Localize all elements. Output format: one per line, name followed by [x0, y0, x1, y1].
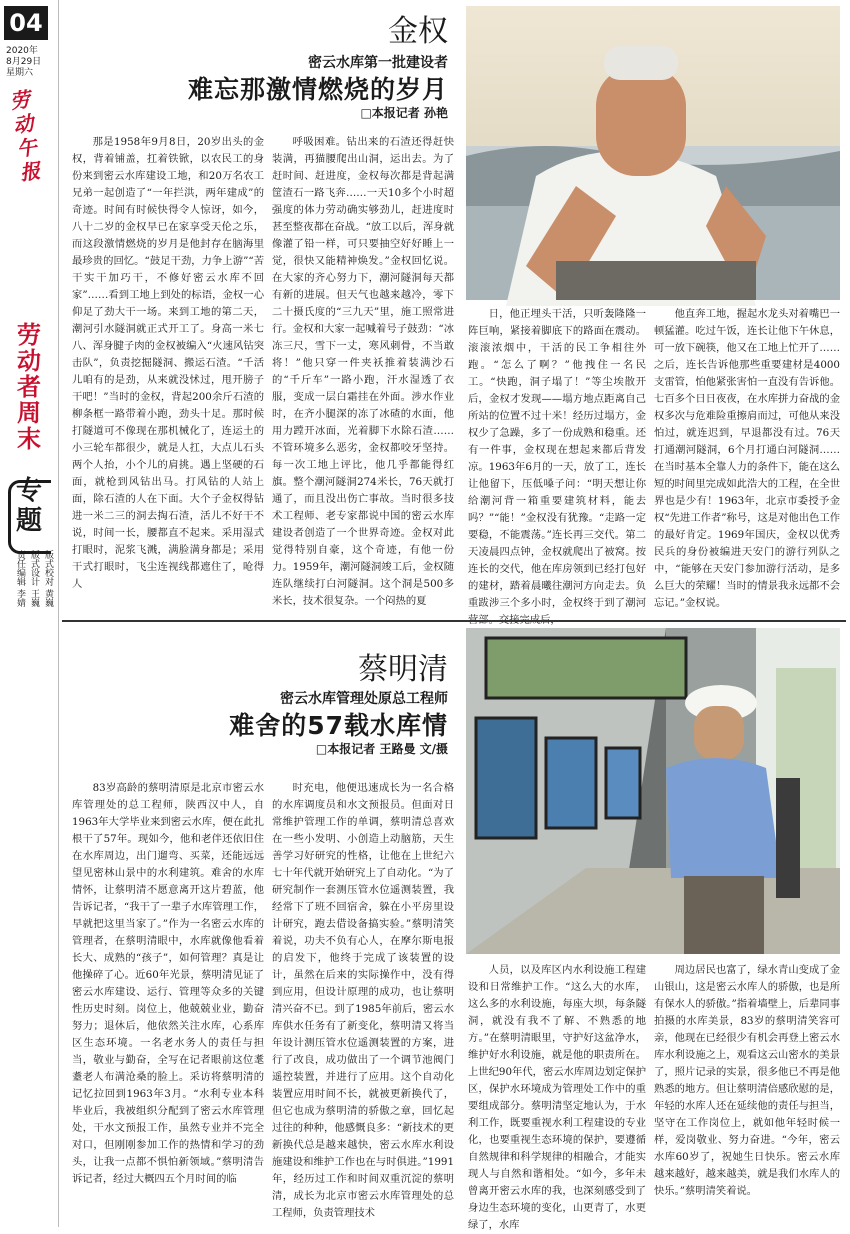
article2-column-1: 83岁高龄的蔡明清原是北京市密云水库管理处的总工程师，陕西汉中人，自1963年大学毕业来到密云水库，便在此扎根干了57年。现如今，他和老伴还依旧住在水库周边，出门遛弯、买菜，还能远远望见密林山景中的水利建筑。难舍的水库情怀，让蔡明清不愿意离开这片碧蓝，他告诉记者，“我干了一辈子水库管理工作，早就把这里当家了。”作为一名密云水库的管理者，在蔡明清眼中，水库就像他看着长大、成熟的“孩子”，如何管理？真是让他操碎了心。近60年光景，蔡明清见证了密云水库建设、运行、管理等众多的关键性历史时刻。岗位上，他兢兢业业，勤奋努力；退休后，他依然关注水库，心系库区生态环境。一名老水务人的责任与担当，敬业与勤奋，全写在记者眼前这位耄耋老人布满沧桑的脸上。采访将蔡明清的记忆拉回到1963年3月。“水利专业本科毕业后，我被组织分配到了密云水库管理处，干水文预报工作，虽然专业并不完全对口，但刚刚参加工作的热情和学习的劲头，让我一点都不惧怕新领域。”蔡明清告诉记者，经过大概四五个月时间的临 [72, 782, 264, 1185]
article2-headline: 难舍的57载水库情 [229, 711, 448, 740]
article1-headline: 难忘那激情燃烧的岁月 [187, 75, 448, 104]
article1-column-2: 呼吸困难。钻出来的石渣还得赶快装满，再猫腰爬出山洞，运出去。为了赶时间、赶进度，金权每次都是背起满筐渣石一路飞奔……一天10多个小时超强度的体力劳动确实够劲儿，赶进度时甚至整夜都在奋战。“放工以后，浑身就像灌了铅一样，可只要抽空好好睡上一觉，很快又能精神焕发。”金权回忆说。在大家的齐心努力下，潮河隧洞每天都有新的进展。但天气也越来越冷，零下二十摄氏度的“三九天”里，施工照常进行。金权和大家一起喊着号子鼓劲：“冰冻三尺，雪下一丈，寒风刺骨，不当敢将！”他只穿一件夹袄推着装满沙石的“千斤车”一路小跑，汗水湿透了衣服，变成一层白霜挂在外面。涉水作业时，在齐小腿深的冻了冰碴的水面，他用力蹚开冰面，光着脚下水除石渣……不管环境多么恶劣，金权都咬牙坚持。每一次工地上评比，他几乎都能得红旗。整个潮河隧洞274米长，76天就打通了，而且没出伤亡事故。当时很多技术工程师、老专家都说中国的密云水库建设者创造了一个世界奇迹。金权对此觉得特别自豪，这个奇迹，有他一份力。1959年，潮河隧洞竣工后，金权随连队继续打白河隧洞。这个洞是500多米长，技术很复杂。一个闷热的夏 [272, 136, 454, 607]
article2-name: 蔡明清 [358, 652, 448, 687]
article2-byline: □本报记者 王路曼 文/摄 [315, 742, 448, 756]
article1-column-1: 那是1958年9月8日，20岁出头的金权，背着铺盖，扛着铁锨，以农民工的身份来到密云水库建设工地，和20万名农工兄弟一起创造了“一年拦洪，两年建成”的奇迹。时间有时候快得令人惊讶，如今，八十二岁的金权早已在家享受天伦之乐，而这段激情燃烧的岁月是他封存在脑海里最珍贵的回忆。“鼓足干劲，力争上游”“苦干实干加巧干，不修好密云水库不回家”……看到工地上到处的标语，金权一心仰足了劲大干一场。来到工地的第二天，潮河引水隧洞就正式开工了。身高一米七八、浑身腱子肉的金权被编入“火速风钻突击队”，负责挖掘隧洞、搬运石渣。“千活儿咱有的是劲，从来就没怵过，甩开膀子干吧！”当时的金权，背起200余斤石渣的柳条框一路带着小跑，劲头十足。那时候打隧道可不像现在那机械化了，连运土的小三轮车都很少，就是人扛，大点儿石头两个人抬，小个儿的肩挑。遇上坚硬的石面，就枪到风钻出马。打风钻的人站上面，除石渣的人在下面。大个子金权得钻进一米二三的洞去掏石渣，活儿不好干不说，时间一长，腰都直不起来。采用湿式打眼时，泥浆飞溅，满脸满身都是；采用干式打眼时，飞尘连视线都遮住了，呛得人 [72, 136, 264, 590]
credit-design: 版式设计 王巍 [29, 550, 39, 607]
rail-divider [58, 0, 59, 1227]
credit-editor: 责任编辑 李婧 [15, 550, 25, 607]
article2-column-2: 时充电，他便迅速成长为一名合格的水库调度员和水文预报员。但面对日常维护管理工作的单调，蔡明清总喜欢在一些小发明、小创造上动脑筋，天生善学习好研究的性格，让他在上世纪六七十年代就开始研究上了自动化。“为了研究制作一套测压管水位遥测装置，我经常下了班不回宿舍，躲在小平房里设计研究，跑去借设备搞实验。”蔡明清笑着说，功夫不负有心人，在摩尔斯电报的启发下，他终于完成了该装置的设计，虽然在后来的实际操作中，没有得到应用，但设计原理的成功，也让蔡明清兴奋不已。到了1985年前后，密云水库供水任务有了新变化，蔡明清又将当年设计测压管水位遥测装置的方案，进行了改良，成功做出了一个调节池阀门遥控装置，并进行了应用。这个自动化装置应用时间不长，就被更新换代了，但它也成为蔡明清的骄傲之章，回忆起过往的种种，他感慨良多：“新技术的更新换代总是越来越快，密云水库水利设施建设和维护工作也在与时俱进。”1991年，经历过工作和时间双重沉淀的蔡明清，成长为北京市密云水库管理处的总工程师，负责管理技术 [272, 782, 454, 1219]
article1-column-3: 日，他正埋头干活，只听轰隆隆一阵巨响，紧接着脚底下的路面在震动。滚滚浓烟中，干活的民工争相往外跑。“怎么了啊？”他拽住一名民工。“快跑，洞子塌了！”等尘埃散开后，金权才发现——塌方地点距离自己所站的位置不过十米！经历过塌方，金权少了急躁，多了一份成熟和稳重。还有一件事，金权现在想起来都后背发凉。1963年6月的一天，放了工，连长让他留下，压低嗓子问：“明天想让你给潮河背一箱重要建筑材料，能去吗？”“能！”金权没有犹豫。“走路一定要稳，不能震荡。”连长再三交代。第二天凌晨四点钟，金权就爬出了被窝。按连长的交代，他在库房领到已经打包好的建材，踏着晨曦往潮河方向走去。负重跋涉三个多小时，金权终于到了潮河 [468, 308, 646, 609]
article1-photo [466, 6, 840, 300]
article2-photo [466, 628, 840, 954]
article1-name: 金权 [388, 14, 448, 49]
section-title: 劳动者周末 [17, 321, 41, 453]
article1-column-4: 他直奔工地，握起水龙头对着嘴巴一顿猛灌。吃过午饭，连长让他下午休息，可一放下碗筷，他又在工地上忙开了……之后，连长告诉他那些重要建材是4000支雷管，怕他紧张害怕一直没有告诉他。七百多个日日夜夜，在水库拼力奋战的金权多次与危难险重擦肩而过，可他从来没怕过，就连迟到，早退都没有过。76天打通潮河隧洞，6个月打通白河隧洞……在当时基本全靠人力的条件下，能在这么短的时间里完成如此浩大的工程，在全世界也是少有！1963年，北京市委授予金权“先进工作者”称号，这是对他出色工作的最好肯定。1969年国庆，金权以优秀民兵的身份被编进天安门的游行列队之中，“能够在天安门参加游行活动，是多么巨大的荣耀！当时的情景我永远都不会忘记。”金权说。 [654, 308, 840, 609]
article2-role: 密云水库管理处原总工程师 [280, 691, 448, 707]
date-weekday: 星期六 [6, 68, 34, 78]
article2-column-4: 周边居民也富了，绿水青山变成了金山银山，这是密云水库人的骄傲，也是所有保水人的骄傲。”指着墙壁上，后辈同事拍摄的水库美景，83岁的蔡明清笑容可亲，他现在已经很少有机会再登上密云水库水利设施之上，观看这云山密水的美景了，照片记录的实景，很多他已不再是他熟悉的地方。但让蔡明清倍感欣慰的是，年轻的水库人还在延续他的责任与担当，坚守在工作岗位上，就如他年轻时候一样，爱岗敬业、努力奋进。“今年，密云水库60岁了，祝她生日快乐。密云水库越来越好，越来越美，就是我们水库人的快乐。”蔡明清笑着说。 [654, 964, 840, 1197]
page-number: 04 [4, 6, 48, 40]
date-year: 2020年 [6, 46, 38, 56]
article-divider [62, 620, 846, 622]
credit-proofread: 版式校对 黄巍 [43, 550, 53, 607]
article2-column-3: 人员，以及库区内水利设施工程建设和日常维护工作。“这么大的水库，这么多的水利设施，每座大坝，每条隧洞，就没有我不了解、不熟悉的地方。”在蔡明清眼里，守护好这盆净水，维护好水利设施，就是他的职责所在。上世纪90年代，密云水库周边划定保护区，保护水环境成为管理处工作中的重要组成部分。蔡明清坚定地认为，于水利工作，既要重视水利工程建设的专业化，也要重视生态环境的保护，要遵循自然规律和科学规律的相融合，才能实现人与自然和谐相处。“如今，多年未曾离开密云水库的我，也深刻感受到了身边生态环境的变化，山更青了，水更绿了，水库 [468, 964, 646, 1231]
article1-role: 密云水库第一批建设者 [308, 55, 448, 71]
article1-byline: □本报记者 孙艳 [360, 106, 448, 120]
masthead-rail [0, 0, 56, 1227]
credits [4, 550, 54, 607]
newspaper-logo: 劳动午报 [8, 87, 42, 185]
special-label: 专题 [15, 476, 42, 536]
date-day: 8月29日 [6, 57, 42, 67]
